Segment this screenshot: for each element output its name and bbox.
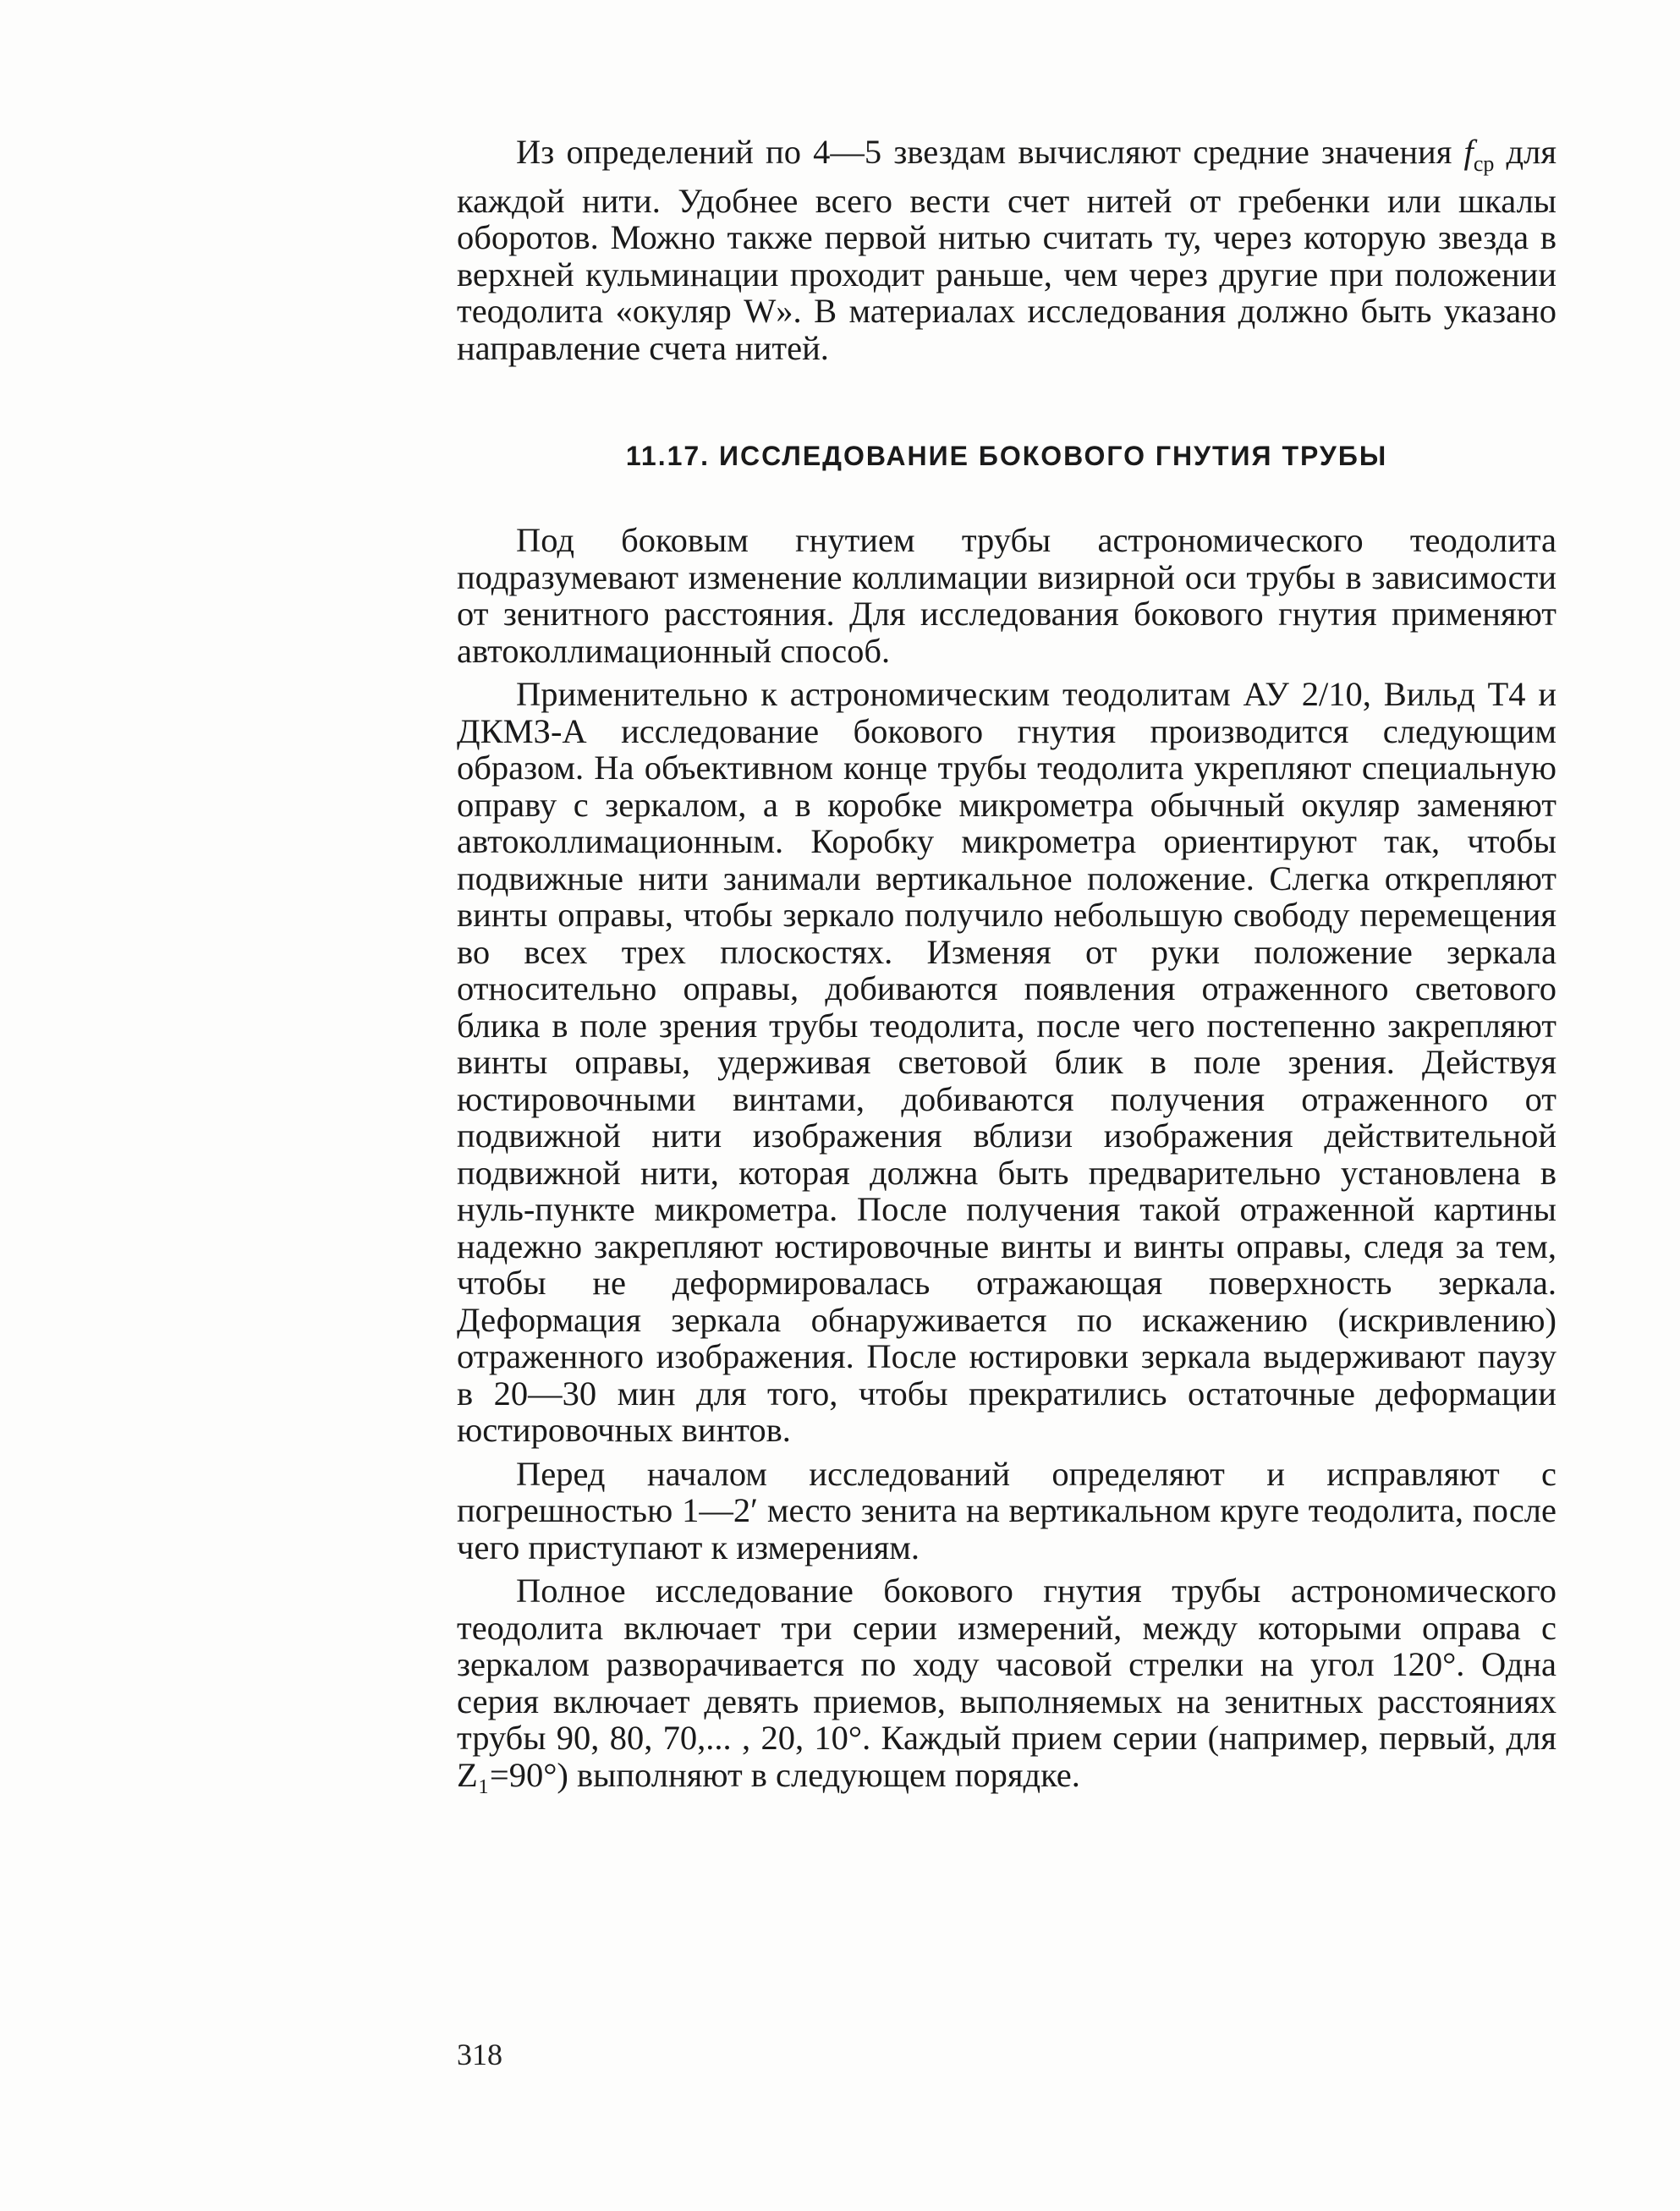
paragraph-4: Полное исследование бокового гнутия трубы астрономического теодолита включает три серии измерений, между которыми оправа с зеркалом разворачивается по ходу часовой стрелки на угол 120°. Одна серия включает девять приемов, выполняемых на зенитных расстояниях трубы 90, 80, 70,... , 20, 10°. Каждый прием серии (например, первый, для Z₁=90°) выполняют в следующем порядке.: [457, 1572, 1556, 1794]
section-heading: 11.17. ИССЛЕДОВАНИЕ БОКОВОГО ГНУТИЯ ТРУБЫ: [625, 441, 1388, 472]
f-subscript: ср: [1473, 151, 1495, 177]
paragraph-3: Перед началом исследований определяют и исправляют с погрешностью 1—2′ место зенита на вертикальном круге теодолита, после чего приступают к измерениям.: [457, 1454, 1556, 1566]
intro-paragraph: [457, 134, 1556, 366]
paragraph-2: Применительно к астрономическим теодолитам АУ 2/10, Вильд Т4 и ДКМЗ-А исследование бокового гнутия производится следующим образом. На объективном конце трубы теодолита укрепляют специальную оправу с зеркалом, а в коробке микрометра обычный окуляр заменяют автоколлимационным. Коробку микрометра ориентируют так, чтобы подвижные нити занимали вертикальное положение. Слегка открепляют винты оправы, чтобы зеркало получило небольшую свободу перемещения во всех трех плоскостях. Изменяя от руки положение зеркала относительно оправы, добиваются появления отраженного светового блика в поле зрения трубы теодолита, после чего постепенно закрепляют винты оправы, удерживая световой блик в поле зрения. Действуя юстировочными винтами, добиваются получения отраженного от подвижной нити изображения вблизи изображения действительной подвижной нити, которая должна быть предварительно установлена в нуль-пункте микрометра. После получения такой отраженной картины надежно закрепляют юстировочные винты и винты оправы, следя за тем, чтобы не деформировалась отражающая поверхность зеркала. Деформация зеркала обнаруживается по искажению (искривлению) отраженного изображения. После юстировки зеркала выдерживают паузу в 20—30 мин для того, чтобы прекратились остаточные деформации юстировочных винтов.: [457, 675, 1556, 1450]
page-content: [457, 134, 1556, 1793]
intro-text-start: Из определений по 4—5 звездам вычисляют средние значения: [516, 133, 1464, 171]
paragraph-1: Под боковым гнутием трубы астрономического теодолита подразумевают изменение коллимации визирной оси трубы в зависимости от зенитного расстояния. Для исследования бокового гнутия применяют автоколлимационный способ.: [457, 521, 1556, 670]
page-number: 318: [457, 2038, 502, 2071]
f-symbol: f: [1463, 133, 1474, 171]
intro-text-end: для каждой нити. Удобнее всего вести счет нитей от гребенки или шкалы оборотов. Можно также первой нитью считать ту, через которую звезда в верхней кульминации проходит раньше, чем через другие при положении теодолита «окуляр W». В материалах исследования должно быть указано направление счета нитей.: [457, 133, 1557, 367]
